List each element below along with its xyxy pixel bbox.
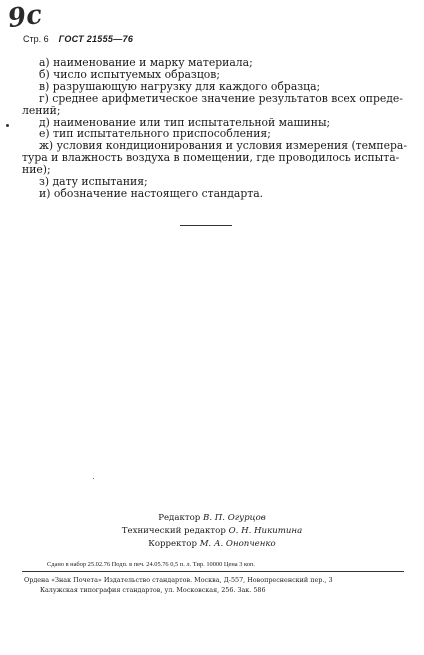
publisher-line: Ордена «Знак Почета» Издательство стандартов. Москва, Д-557, Новопресненский пер., 3 [24,576,333,584]
standard-number: ГОСТ 21555—76 [58,34,134,44]
list-item: б) число испытуемых образцов; [39,67,220,81]
page-header [23,34,133,44]
list-item-continuation: тура и влажность воздуха в помещении, где проводилось испыта- [22,151,400,165]
list-item: з) дату испытания; [39,175,148,189]
editor-credit: Редактор В. П. Огурцов [158,513,266,523]
print-speck [93,478,94,479]
list-item: е) тип испытательного приспособления; [39,127,271,141]
tech-editor-credit: Технический редактор О. Н. Никитина [121,526,303,536]
section-divider [180,225,232,226]
list-item: ж) условия кондиционирования и условия измерения (темпера- [39,139,408,153]
corrector-credit: Корректор М. А. Онопченко [148,539,276,549]
printer-line: Калужская типография стандартов, ул. Московская, 256. Зак. 586 [40,586,266,594]
page-number: Стр. 6 [23,34,49,44]
list-item: г) среднее арифметическое значение результатов всех опреде- [39,91,403,105]
margin-dot [6,124,9,127]
list-item: а) наименование и марку материала; [39,56,253,69]
print-imprint: Сдано в набор 25.02.76 Подп. в печ. 24.05.76 0,5 п. л. Тир. 10000 Цена 3 коп. [47,561,256,568]
list-item-continuation: ние); [22,163,51,177]
list-item: в) разрушающую нагрузку для каждого образца; [39,79,321,93]
imprint-rule [22,571,404,572]
handwritten-page-mark: 9c [6,0,44,35]
report-items-list [22,56,408,200]
list-item: д) наименование или тип испытательной машины; [39,115,331,129]
list-item-continuation: лений; [22,103,61,117]
list-item: и) обозначение настоящего стандарта. [39,186,264,200]
